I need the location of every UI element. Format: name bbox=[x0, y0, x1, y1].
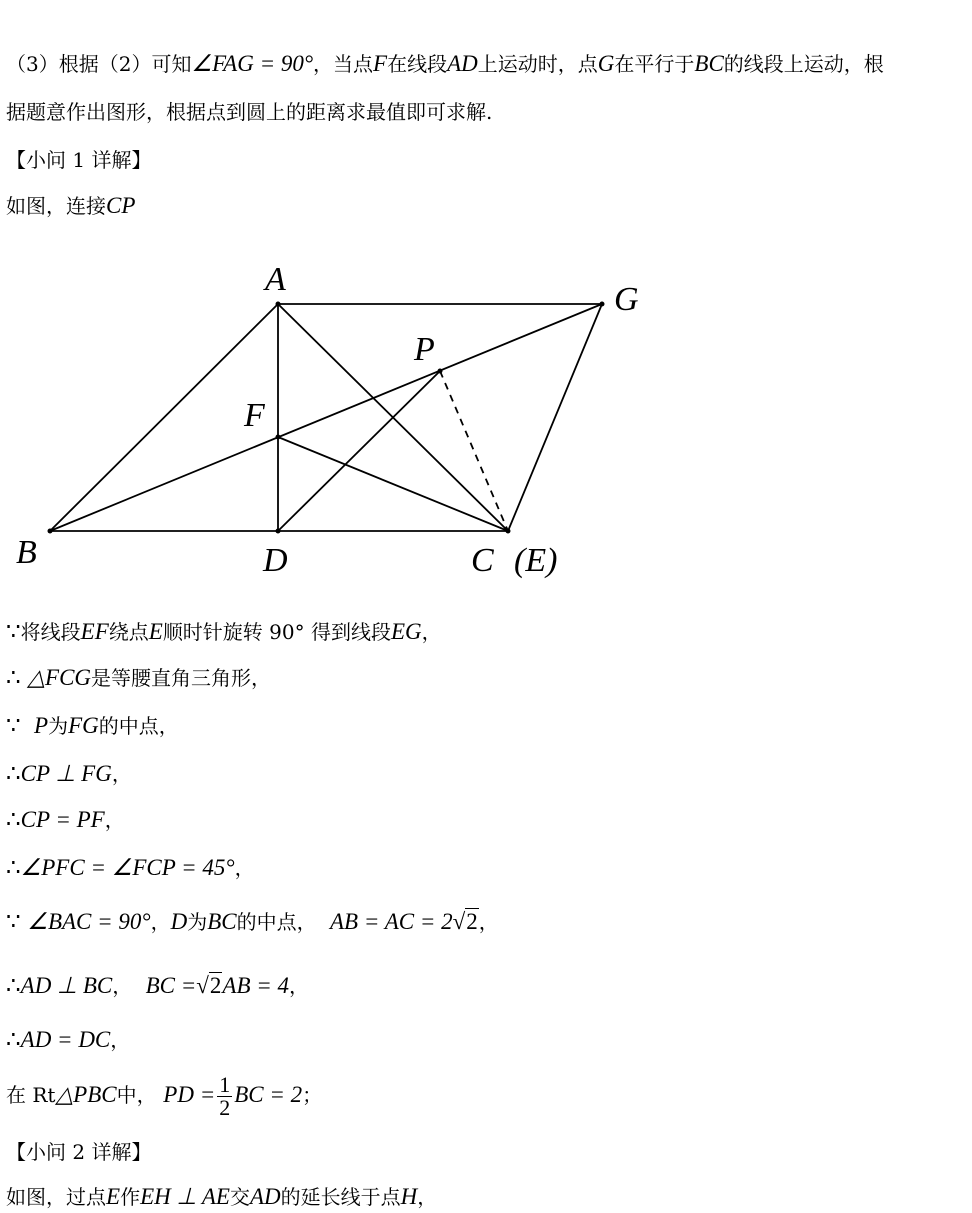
point-G bbox=[600, 302, 605, 307]
step-6: ∴∠PFC = ∠FCP = 45°， bbox=[6, 855, 255, 880]
step-4: ∴CP ⊥ FG， bbox=[6, 761, 132, 786]
label-D: D bbox=[263, 542, 288, 579]
step-1: ∵将线段EF绕点E顺时针旋转 90° 得到线段EG， bbox=[6, 619, 442, 644]
label-C: C bbox=[471, 542, 494, 579]
step-10: 在 Rt△PBC中， PD = $\frac{1}{2}$ BC = 2； bbox=[6, 1072, 323, 1120]
label-B: B bbox=[16, 534, 37, 571]
point-C bbox=[506, 529, 511, 534]
step-8: ∴AD ⊥ BC， BC =√2AB = 4， bbox=[6, 973, 310, 998]
point-A bbox=[276, 302, 281, 307]
label-G: G bbox=[614, 281, 639, 318]
step-9: ∴AD = DC， bbox=[6, 1027, 131, 1052]
intro-line: 如图，连接CP bbox=[6, 193, 136, 218]
label-A: A bbox=[265, 261, 286, 298]
label-F: F bbox=[244, 397, 265, 434]
segment-BG bbox=[50, 304, 602, 531]
step-7: ∵ ∠BAC = 90°，D为BC的中点， AB = AC = 2√2， bbox=[6, 909, 499, 934]
segment-FC bbox=[278, 437, 508, 531]
hint-line-1: （3）根据（2）可知∠FAG = 90°，当点F在线段AD上运动时，点G在平行于BC的线段上运动，根 bbox=[6, 51, 884, 76]
hint-line-2: 据题意作出图形，根据点到圆上的距离求最值即可求解. bbox=[6, 100, 493, 124]
point-F bbox=[276, 435, 281, 440]
label-E: (E) bbox=[514, 542, 558, 579]
step-3: ∵ P为FG的中点， bbox=[6, 713, 179, 738]
last-line: 如图，过点E作EH ⊥ AE交AD的延长线于点H， bbox=[6, 1184, 438, 1209]
fraction: $\frac{1}{2}$ bbox=[219, 1072, 231, 1120]
geometry-figure bbox=[0, 0, 972, 600]
section-heading-1: 【小问 1 详解】 bbox=[6, 148, 152, 172]
step-2: ∴ △FCG是等腰直角三角形， bbox=[6, 665, 272, 690]
segment-GC bbox=[508, 304, 602, 531]
point-P bbox=[438, 369, 443, 374]
segment-DP bbox=[278, 371, 440, 531]
sqrt-symbol: √2 bbox=[196, 973, 222, 998]
sqrt-symbol: √2 bbox=[452, 909, 478, 934]
step-5: ∴CP = PF， bbox=[6, 807, 125, 832]
point-B bbox=[48, 529, 53, 534]
label-P: P bbox=[414, 331, 435, 368]
point-D bbox=[276, 529, 281, 534]
section-heading-2: 【小问 2 详解】 bbox=[6, 1140, 152, 1164]
